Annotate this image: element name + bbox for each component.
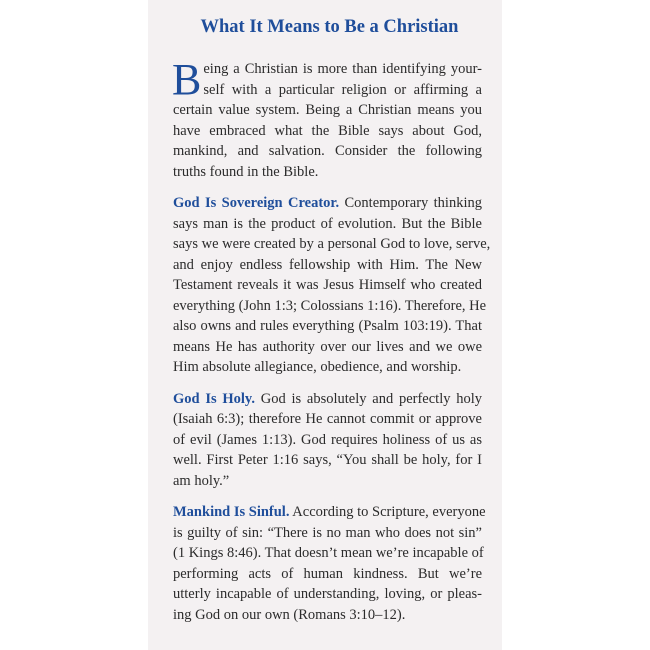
intro-line: certain value system. Being a Christian means you (173, 102, 482, 118)
intro-line: self with a particular religion or affirming a (203, 81, 482, 98)
section-heading: Mankind Is Sinful. (173, 504, 290, 520)
tract-page (148, 0, 502, 650)
section-heading: God Is Sovereign Creator. (173, 195, 340, 211)
section-line: (1 Kings 8:46). That doesn’t mean we’re incapable of (173, 545, 484, 561)
intro-line: mankind, and salvation. Consider the following (173, 143, 482, 159)
section-line: and enjoy endless fellowship with Him. The New (173, 256, 482, 273)
section-line: performing acts of human kindness. But we’re (173, 565, 482, 582)
section-text: Contemporary thinking (339, 195, 482, 211)
section-sovereign-creator (173, 193, 491, 378)
section-god-is-holy (173, 389, 482, 492)
intro-line: have embraced what the Bible says about God, (173, 122, 482, 139)
section-line: means He has authority over our lives and we owe (173, 338, 482, 355)
section-line: of evil (James 1:13). God requires holiness of us as (173, 431, 482, 448)
section-line: well. First Peter 1:16 says, “You shall be holy, for I (173, 452, 482, 468)
section-first-line (173, 193, 482, 214)
drop-cap: B (172, 55, 202, 104)
section-line: Testament reveals it was Jesus Himself who created (173, 277, 482, 293)
section-first-line (173, 502, 486, 523)
section-line: says man is the product of evolution. But the Bible (173, 215, 482, 232)
section-line: everything (John 1:3; Colossians 1:16). Therefore, He (173, 297, 487, 314)
page-title: What It Means to Be a Christian (200, 17, 459, 37)
section-first-line (173, 389, 482, 410)
intro-line: truths found in the Bible. (173, 163, 319, 180)
section-heading: God Is Holy. (173, 390, 256, 407)
section-line: Him absolute allegiance, obedience, and worship. (173, 359, 462, 375)
section-line: is guilty of sin: “There is no man who does not sin” (173, 524, 482, 541)
section-line: also owns and rules everything (Psalm 103:19). That (173, 318, 482, 334)
section-mankind-is-sinful (173, 502, 486, 625)
section-line: says we were created by a personal God to love, serve, (173, 236, 491, 252)
section-text: God is absolutely and perfectly holy (255, 390, 482, 407)
section-line: utterly incapable of understanding, loving, or pleas- (173, 586, 482, 602)
section-line: (Isaiah 6:3); therefore He cannot commit or approve (173, 411, 482, 427)
intro-line: eing a Christian is more than identifying your- (203, 61, 482, 77)
section-text: According to Scripture, everyone (289, 504, 486, 520)
intro-paragraph (172, 55, 482, 182)
section-line: ing God on our own (Romans 3:10–12). (173, 606, 406, 623)
section-line: am holy.” (173, 472, 230, 489)
